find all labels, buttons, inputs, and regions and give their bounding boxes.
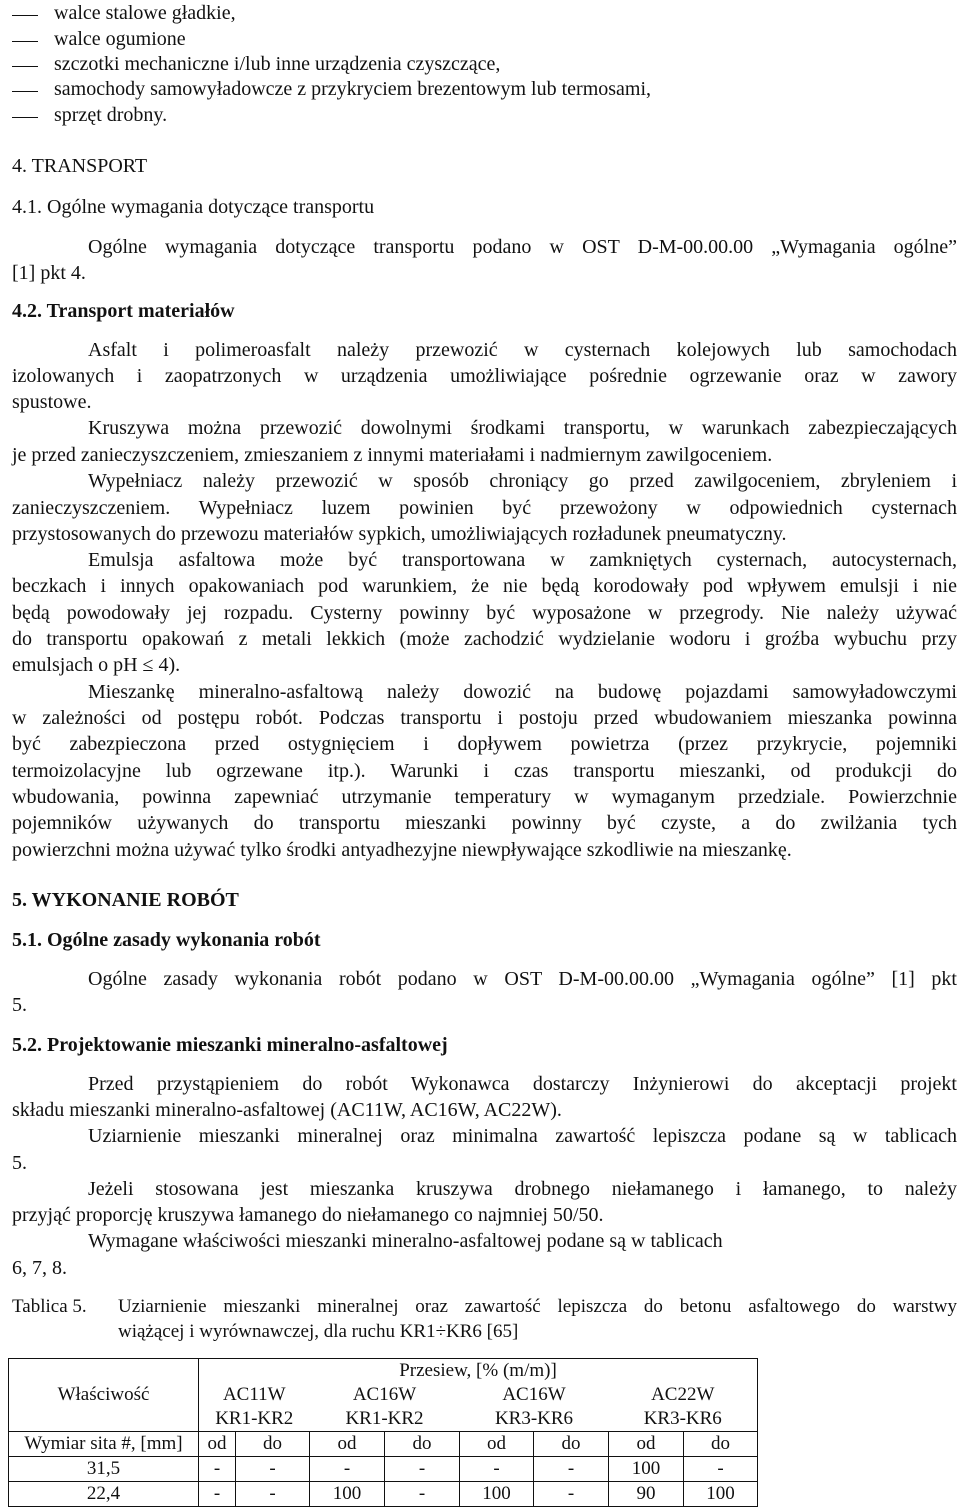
list-dash (12, 15, 38, 16)
paragraph-line: emulsjach o pH ≤ 4). (12, 654, 181, 676)
paragraph-line: je przed zanieczyszczeniem, zmieszaniem z innymi materiałami i nadmiernym zawilgoceniem. (12, 444, 773, 466)
section-4-1-heading: 4.1. Ogólne wymagania dotyczące transportu (12, 196, 375, 218)
paragraph-line: Wymagane właściwości mieszanki mineralno-asfaltowej podane są w tablicach (88, 1230, 723, 1252)
header-mix: AC22W (609, 1383, 758, 1407)
paragraph-line: przyjąć proporcję kruszywa łamanego do niełamanego co najmniej 50/50. (12, 1204, 604, 1226)
sieve-size: 31,5 (9, 1457, 199, 1482)
header-traffic: KR1-KR2 (310, 1407, 460, 1432)
table-cell: 100 (684, 1482, 758, 1507)
do-label: do (385, 1432, 460, 1457)
table-cell: - (385, 1457, 460, 1482)
row-label: Wymiar sita #, [mm] (9, 1432, 199, 1457)
table-cell: - (460, 1457, 534, 1482)
table-row (9, 1457, 758, 1482)
section-4-heading: 4. TRANSPORT (12, 155, 148, 177)
paragraph-line: do transportu opakowań z metali lekkich (może zachodzić wydzielanie wodoru i groźba wybuchu przy (12, 628, 957, 650)
paragraph-line: zanieczyszczeniem. Wypełniacz luzem powinien być przewożony w odpowiednich cysternach (12, 497, 957, 519)
grading-table (8, 1358, 758, 1507)
list-dash (12, 91, 38, 92)
table-cell: - (684, 1457, 758, 1482)
paragraph-line: Ogólne wymagania dotyczące transportu podano w OST D-M-00.00.00 „Wymagania ogólne” (88, 236, 957, 258)
paragraph-line: Asfalt i polimeroasfalt należy przewozić w cysternach kolejowych lub samochodach (88, 339, 957, 361)
table-label: Tablica 5. (12, 1296, 87, 1317)
list-item: szczotki mechaniczne i/lub inne urządzenia czyszczące, (54, 53, 501, 75)
table-row (9, 1482, 758, 1507)
table-cell: - (236, 1457, 310, 1482)
paragraph-line: [1] pkt 4. (12, 262, 86, 284)
paragraph-line: Emulsja asfaltowa może być transportowana w zamkniętych cysternach, autocysternach, (88, 549, 957, 571)
table-cell: 100 (460, 1482, 534, 1507)
header-property: Właściwość (9, 1359, 199, 1432)
paragraph-line: beczkach i innych opakowaniach pod warunkiem, że nie będą korodowały pod wpływem emulsji i nie (12, 575, 957, 597)
header-mix: AC16W (502, 1384, 566, 1405)
paragraph-line: przystosowanych do przewozu materiałów sypkich, umożliwiających rozładunek pneumatyczny. (12, 523, 787, 545)
table-cell: - (199, 1482, 236, 1507)
table-cell: - (236, 1482, 310, 1507)
list-dash (12, 117, 38, 118)
do-label: do (236, 1432, 310, 1457)
section-4-2-heading: 4.2. Transport materiałów (12, 300, 235, 322)
paragraph-line: Ogólne zasady wykonania robót podano w OST D-M-00.00.00 „Wymagania ogólne” [1] pkt (88, 968, 957, 990)
table-caption-line: Uziarnienie mieszanki mineralnej oraz zawartość lepiszcza do betonu asfaltowego do warstwy (118, 1296, 957, 1317)
header-group: Przesiew, [% (m/m)] (199, 1359, 758, 1384)
header-mix: AC11W (199, 1383, 310, 1407)
do-label: do (684, 1432, 758, 1457)
sieve-size: 22,4 (9, 1482, 199, 1507)
table-cell: - (199, 1457, 236, 1482)
paragraph-line: Przed przystąpieniem do robót Wykonawca dostarczy Inżynierowi do akceptacji projekt (88, 1073, 957, 1095)
paragraph-line: w zależności od postępu robót. Podczas transportu i postoju przed wbudowaniem mieszanka powinna (12, 707, 957, 729)
od-label: od (460, 1432, 534, 1457)
paragraph-line: termoizolacyjne lub ogrzewane itp.). Warunki i czas transportu mieszanki, od produkcji do (12, 760, 957, 782)
paragraph-line: Uziarnienie mieszanki mineralnej oraz minimalna zawartość lepiszcza podane są w tablicach (88, 1125, 957, 1147)
paragraph-line: Mieszankę mineralno-asfaltową należy dowozić na budowę pojazdami samowyładowczymi (88, 681, 957, 703)
table-caption-line: wiążącej i wyrównawczej, dla ruchu KR1÷KR6 [65] (118, 1321, 519, 1342)
table-cell: - (534, 1482, 609, 1507)
paragraph-line: Wypełniacz należy przewozić w sposób chroniący go przed zawilgoceniem, zbryleniem i (88, 470, 957, 492)
header-traffic: KR3-KR6 (460, 1407, 609, 1432)
paragraph-line: wbudowania, powinna zapewniać utrzymanie temperatury w wymaganym przedziale. Powierzchnie (12, 786, 957, 808)
section-5-1-heading: 5.1. Ogólne zasady wykonania robót (12, 929, 321, 951)
paragraph-line: być zabezpieczona przed ostygnięciem i dopływem powietrza (przez przykrycie, pojemniki (12, 733, 957, 755)
paragraph-line: 5. (12, 994, 27, 1016)
od-label: od (199, 1432, 236, 1457)
paragraph-line: izolowanych i zaopatrzonych w urządzenia umożliwiające pośrednie ogrzewanie oraz w zawory (12, 365, 957, 387)
table-cell: 100 (310, 1482, 385, 1507)
table-cell: - (385, 1482, 460, 1507)
paragraph-line: Kruszywa można przewozić dowolnymi środkami transportu, w warunkach zabezpieczających (88, 417, 957, 439)
section-5-heading: 5. WYKONANIE ROBÓT (12, 889, 239, 911)
list-dash (12, 66, 38, 67)
list-item: walce stalowe gładkie, (54, 2, 236, 24)
section-5-2-heading: 5.2. Projektowanie mieszanki mineralno-asfaltowej (12, 1034, 448, 1056)
paragraph-line: powierzchni można używać tylko środki antyadhezyjne niewpływające szkodliwie na mieszankę. (12, 839, 792, 861)
table-cell: 90 (609, 1482, 684, 1507)
table-cell: - (310, 1457, 385, 1482)
table-cell: 100 (609, 1457, 684, 1482)
paragraph-line: pojemników używanych do transportu mieszanki powinny być czyste, a do zwilżania tych (12, 812, 957, 834)
header-traffic: KR3-KR6 (609, 1407, 758, 1432)
header-traffic: KR1-KR2 (199, 1407, 310, 1432)
list-item: sprzęt drobny. (54, 104, 168, 126)
paragraph-line: będą powodowały jej rozpadu. Cysterny powinny być wyposażone w przegrody. Nie należy używać (12, 602, 957, 624)
paragraph-line: spustowe. (12, 391, 92, 413)
table-cell: - (534, 1457, 609, 1482)
paragraph-line: 6, 7, 8. (12, 1257, 67, 1279)
list-dash (12, 41, 38, 42)
list-item: walce ogumione (54, 28, 186, 50)
paragraph-line: 5. (12, 1152, 27, 1174)
od-label: od (609, 1432, 684, 1457)
paragraph-line: składu mieszanki mineralno-asfaltowej (AC11W, AC16W, AC22W). (12, 1099, 562, 1121)
list-item: samochody samowyładowcze z przykryciem brezentowym lub termosami, (54, 78, 652, 100)
header-mix: AC16W (352, 1384, 417, 1405)
paragraph-line: Jeżeli stosowana jest mieszanka kruszywa drobnego niełamanego i łamanego, to należy (88, 1178, 957, 1200)
od-label: od (310, 1432, 385, 1457)
do-label: do (534, 1432, 609, 1457)
